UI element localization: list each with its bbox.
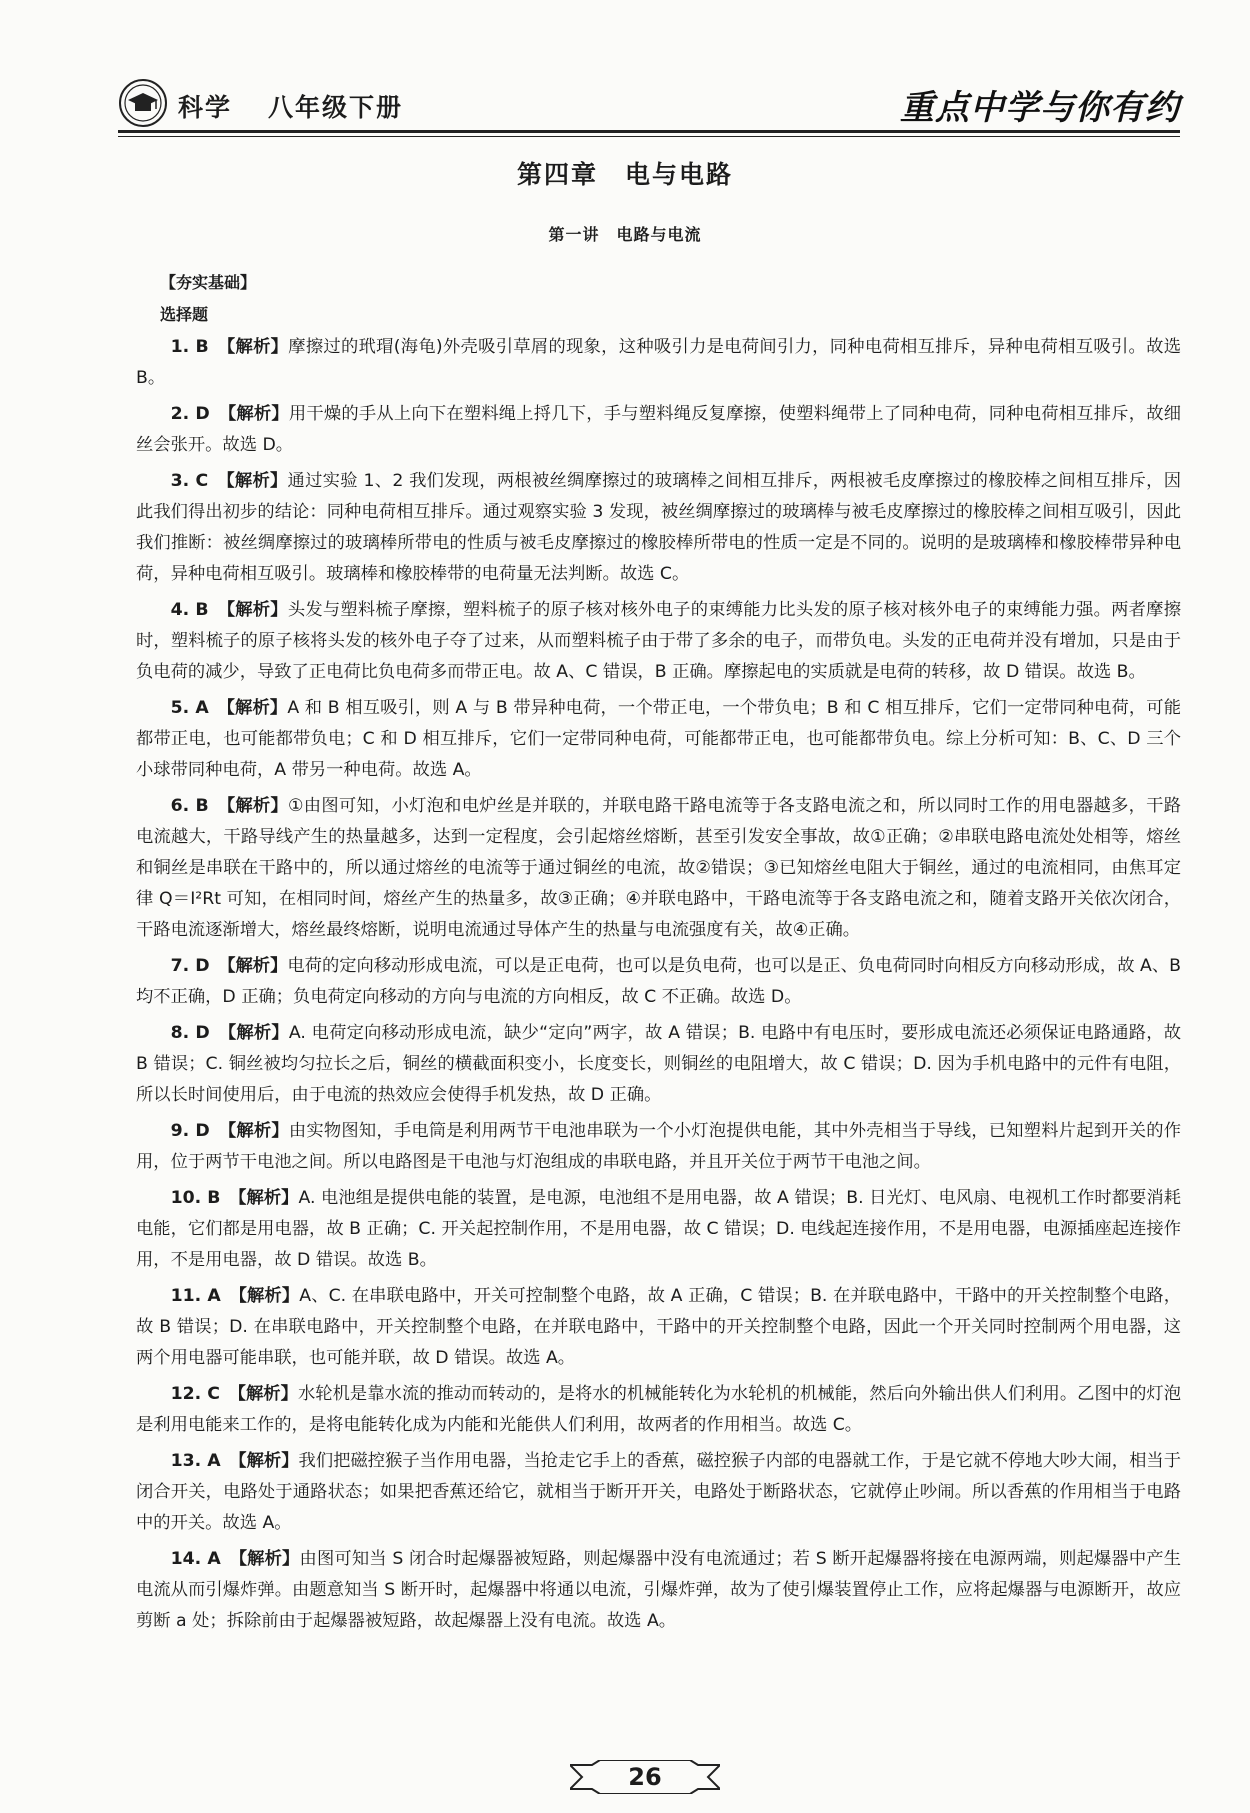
answer-number: 8. D [170, 1023, 210, 1043]
analysis-label: 【解析】 [237, 1451, 299, 1471]
page-header [118, 78, 1180, 140]
answer-number: 13. A [170, 1451, 221, 1471]
answer-text: 我们把磁控猴子当作用电器，当抢走它手上的香蕉，磁控猴子内部的电器就工作，于是它就不停地大吵大闹，相当于闭合开关，电路处于通路状态；如果把香蕉还给它，就相当于断开开关，电路处于断路状态，它就停止吵闹。所以香蕉的作用相当于电路中的开关。故选 A。 [136, 1451, 1181, 1533]
analysis-label: 【解析】 [225, 471, 288, 491]
analysis-label: 【解析】 [227, 404, 289, 424]
answer-number: 10. B [170, 1188, 221, 1208]
answer-item [136, 1116, 1181, 1178]
answer-number: 7. D [170, 956, 210, 976]
answer-text: 由图可知当 S 闭合时起爆器被短路，则起爆器中没有电流通过；若 S 断开起爆器将接在电源两端，则起爆器中产生电流从而引爆炸弹。由题意知当 S 断开时，起爆器中将通以电流，引爆炸弹，故为了使引爆装置停止工作，应将起爆器与电源断开，故应剪断 a 处；拆除前由于起爆器被短路，故起爆器上没有电流。故选 A。 [136, 1549, 1181, 1631]
header-rule-thick [118, 130, 1180, 133]
lecture-title: 第一讲 电路与电流 [548, 225, 702, 244]
answer-item [136, 791, 1181, 946]
answer-text: 电荷的定向移动形成电流，可以是正电荷，也可以是负电荷，也可以是正、负电荷同时向相反方向移动形成，故 A、B 均不正确，D 正确；负电荷定向移动的方向与电流的方向相反，故 C 不正确。故选 D。 [136, 956, 1181, 1007]
answer-item [136, 1018, 1181, 1111]
school-crest-icon [118, 78, 168, 128]
chapter-title: 第四章 电与电路 [516, 160, 733, 189]
answer-text: 用干燥的手从上向下在塑料绳上捋几下，手与塑料绳反复摩擦，使塑料绳带上了同种电荷，同种电荷相互排斥，故细丝会张开。故选 D。 [136, 404, 1181, 455]
answer-text: 由实物图知，手电筒是利用两节干电池串联为一个小灯泡提供电能，其中外壳相当于导线，已知塑料片起到开关的作用，位于两节干电池之间。所以电路图是干电池与灯泡组成的串联电路，并且开关位于两节干电池之间。 [136, 1121, 1181, 1172]
question-type: 选择题 [160, 305, 209, 324]
analysis-label: 【解析】 [226, 956, 288, 976]
answer-item [136, 332, 1181, 394]
series-brand: 重点中学与你有约 [900, 88, 1180, 128]
subject-label: 科学 [178, 93, 233, 122]
answer-item [136, 1281, 1181, 1374]
analysis-label: 【解析】 [226, 698, 288, 718]
answer-number: 1. B [170, 337, 209, 357]
analysis-label: 【解析】 [226, 796, 289, 816]
answer-item [136, 1183, 1181, 1276]
answer-number: 4. B [170, 600, 209, 620]
answer-number: 3. C [170, 471, 209, 491]
analysis-label: 【解析】 [227, 1121, 289, 1141]
answer-text: 水轮机是靠水流的推动而转动的，是将水的机械能转化为水轮机的机械能，然后向外输出供人们利用。乙图中的灯泡是利用电能来工作的，是将电能转化成为内能和光能供人们利用，故两者的作用相当。故选 C。 [136, 1384, 1181, 1435]
answer-text: A 和 B 相互吸引，则 A 与 B 带异种电荷，一个带正电，一个带负电；B 和 C 相互排斥，它们一定带同种电荷，可能都带正电，也可能都带负电；C 和 D 相互排斥，它们一定带同种电荷，可能都带正电，也可能都带负电。综上分析可知：B、C、D 三个小球带同种电荷，A 带另一种电荷。故选 A。 [136, 698, 1181, 780]
answer-number: 11. A [170, 1286, 221, 1306]
grade-label: 八年级下册 [268, 93, 404, 122]
answer-item [136, 399, 1181, 461]
answer-item [136, 1379, 1181, 1441]
answer-list [136, 332, 1181, 1642]
answer-item [136, 595, 1181, 688]
analysis-label: 【解析】 [238, 1286, 300, 1306]
answer-number: 6. B [170, 796, 209, 816]
analysis-label: 【解析】 [237, 1188, 299, 1208]
answer-item [136, 693, 1181, 786]
answer-text: A. 电荷定向移动形成电流，缺少“定向”两字，故 A 错误；B. 电路中有电压时，要形成电流还必须保证电路通路，故 B 错误；C. 铜丝被均匀拉长之后，铜丝的横截面积变小，长度变长，则铜丝的电阻增大，故 C 错误；D. 因为手机电路中的元件有电阻，所以长时间使用后，由于电流的热效应会使得手机发热，故 D 正确。 [136, 1023, 1182, 1105]
header-rule-thin [118, 136, 1180, 137]
section-title: 【夯实基础】 [160, 273, 257, 292]
answer-text: 通过实验 1、2 我们发现，两根被丝绸摩擦过的玻璃棒之间相互排斥，两根被毛皮摩擦过的橡胶棒之间相互排斥，因此我们得出初步的结论：同种电荷相互排斥。通过观察实验 3 发现，被丝绸摩擦过的玻璃棒与被毛皮摩擦过的橡胶棒之间相互吸引，因此我们推断：被丝绸摩擦过的玻璃棒所带电的性质与被毛皮摩擦过的橡胶棒所带电的性质一定是不同的。说明的是玻璃棒和橡胶棒带异种电荷，异种电荷相互吸引。玻璃棒和橡胶棒带的电荷量无法判断。故选 C。 [136, 471, 1181, 584]
answer-item [136, 951, 1181, 1013]
answer-number: 5. A [170, 698, 209, 718]
answer-text: A. 电池组是提供电能的装置，是电源，电池组不是用电器，故 A 错误；B. 日光灯、电风扇、电视机工作时都要消耗电能，它们都是用电器，故 B 正确；C. 开关起控制作用，不是用电器，故 C 错误；D. 电线起连接作用，不是用电器，电源插座起连接作用，不是用电器，故 D 错误。故选 B。 [136, 1188, 1181, 1270]
answer-number: 14. A [170, 1549, 221, 1569]
answer-number: 2. D [170, 404, 210, 424]
analysis-label: 【解析】 [238, 1549, 300, 1569]
answer-item [136, 1446, 1181, 1539]
analysis-label: 【解析】 [226, 600, 288, 620]
answer-text: A、C. 在串联电路中，开关可控制整个电路，故 A 正确，C 错误；B. 在并联电路中，干路中的开关控制整个电路，故 B 错误；D. 在串联电路中，开关控制整个电路，在并联电路中，干路中的开关控制整个电路，因此一个开关同时控制两个用电器，这两个用电器可能串联，也可能并联，故 D 错误。故选 A。 [136, 1286, 1181, 1368]
answer-text: 头发与塑料梳子摩擦，塑料梳子的原子核对核外电子的束缚能力比头发的原子核对核外电子的束缚能力强。两者摩擦时，塑料梳子的原子核将头发的核外电子夺了过来，从而塑料梳子由于带了多余的电子，而带负电。头发的正电荷并没有增加，只是由于负电荷的减少，导致了正电荷比负电荷多而带正电。故 A、C 错误，B 正确。摩擦起电的实质就是电荷的转移，故 D 错误。故选 B。 [136, 600, 1181, 682]
answer-item [136, 466, 1181, 590]
analysis-label: 【解析】 [237, 1384, 298, 1404]
analysis-label: 【解析】 [227, 1023, 289, 1043]
page-number: 26 [628, 1763, 662, 1791]
answer-text: ①由图可知，小灯泡和电炉丝是并联的，并联电路干路电流等于各支路电流之和，所以同时工作的用电器越多，干路电流越大，干路导线产生的热量越多，达到一定程度，会引起熔丝熔断，甚至引发安全事故，故①正确；②串联电路电流处处相等，熔丝和铜丝是串联在干路中的，所以通过熔丝的电流等于通过铜丝的电流，故②错误；③已知熔丝电阻大于铜丝，通过的电流相同，由焦耳定律 Q＝I²Rt 可知，在相同时间，熔丝产生的热量多，故③正确；④并联电路中，干路电流等于各支路电流之和，随着支路开关依次闭合，干路电流逐渐增大，熔丝最终熔断，说明电流通过导体产生的热量与电流强度有关，故④正确。 [136, 796, 1181, 940]
analysis-label: 【解析】 [226, 337, 289, 357]
page-number-box [570, 1760, 720, 1794]
answer-number: 12. C [170, 1384, 220, 1404]
answer-number: 9. D [170, 1121, 210, 1141]
answer-item [136, 1544, 1181, 1637]
answer-text: 摩擦过的玳瑁(海龟)外壳吸引草屑的现象，这种吸引力是电荷间引力，同种电荷相互排斥，异种电荷相互吸引。故选 B。 [136, 337, 1181, 388]
